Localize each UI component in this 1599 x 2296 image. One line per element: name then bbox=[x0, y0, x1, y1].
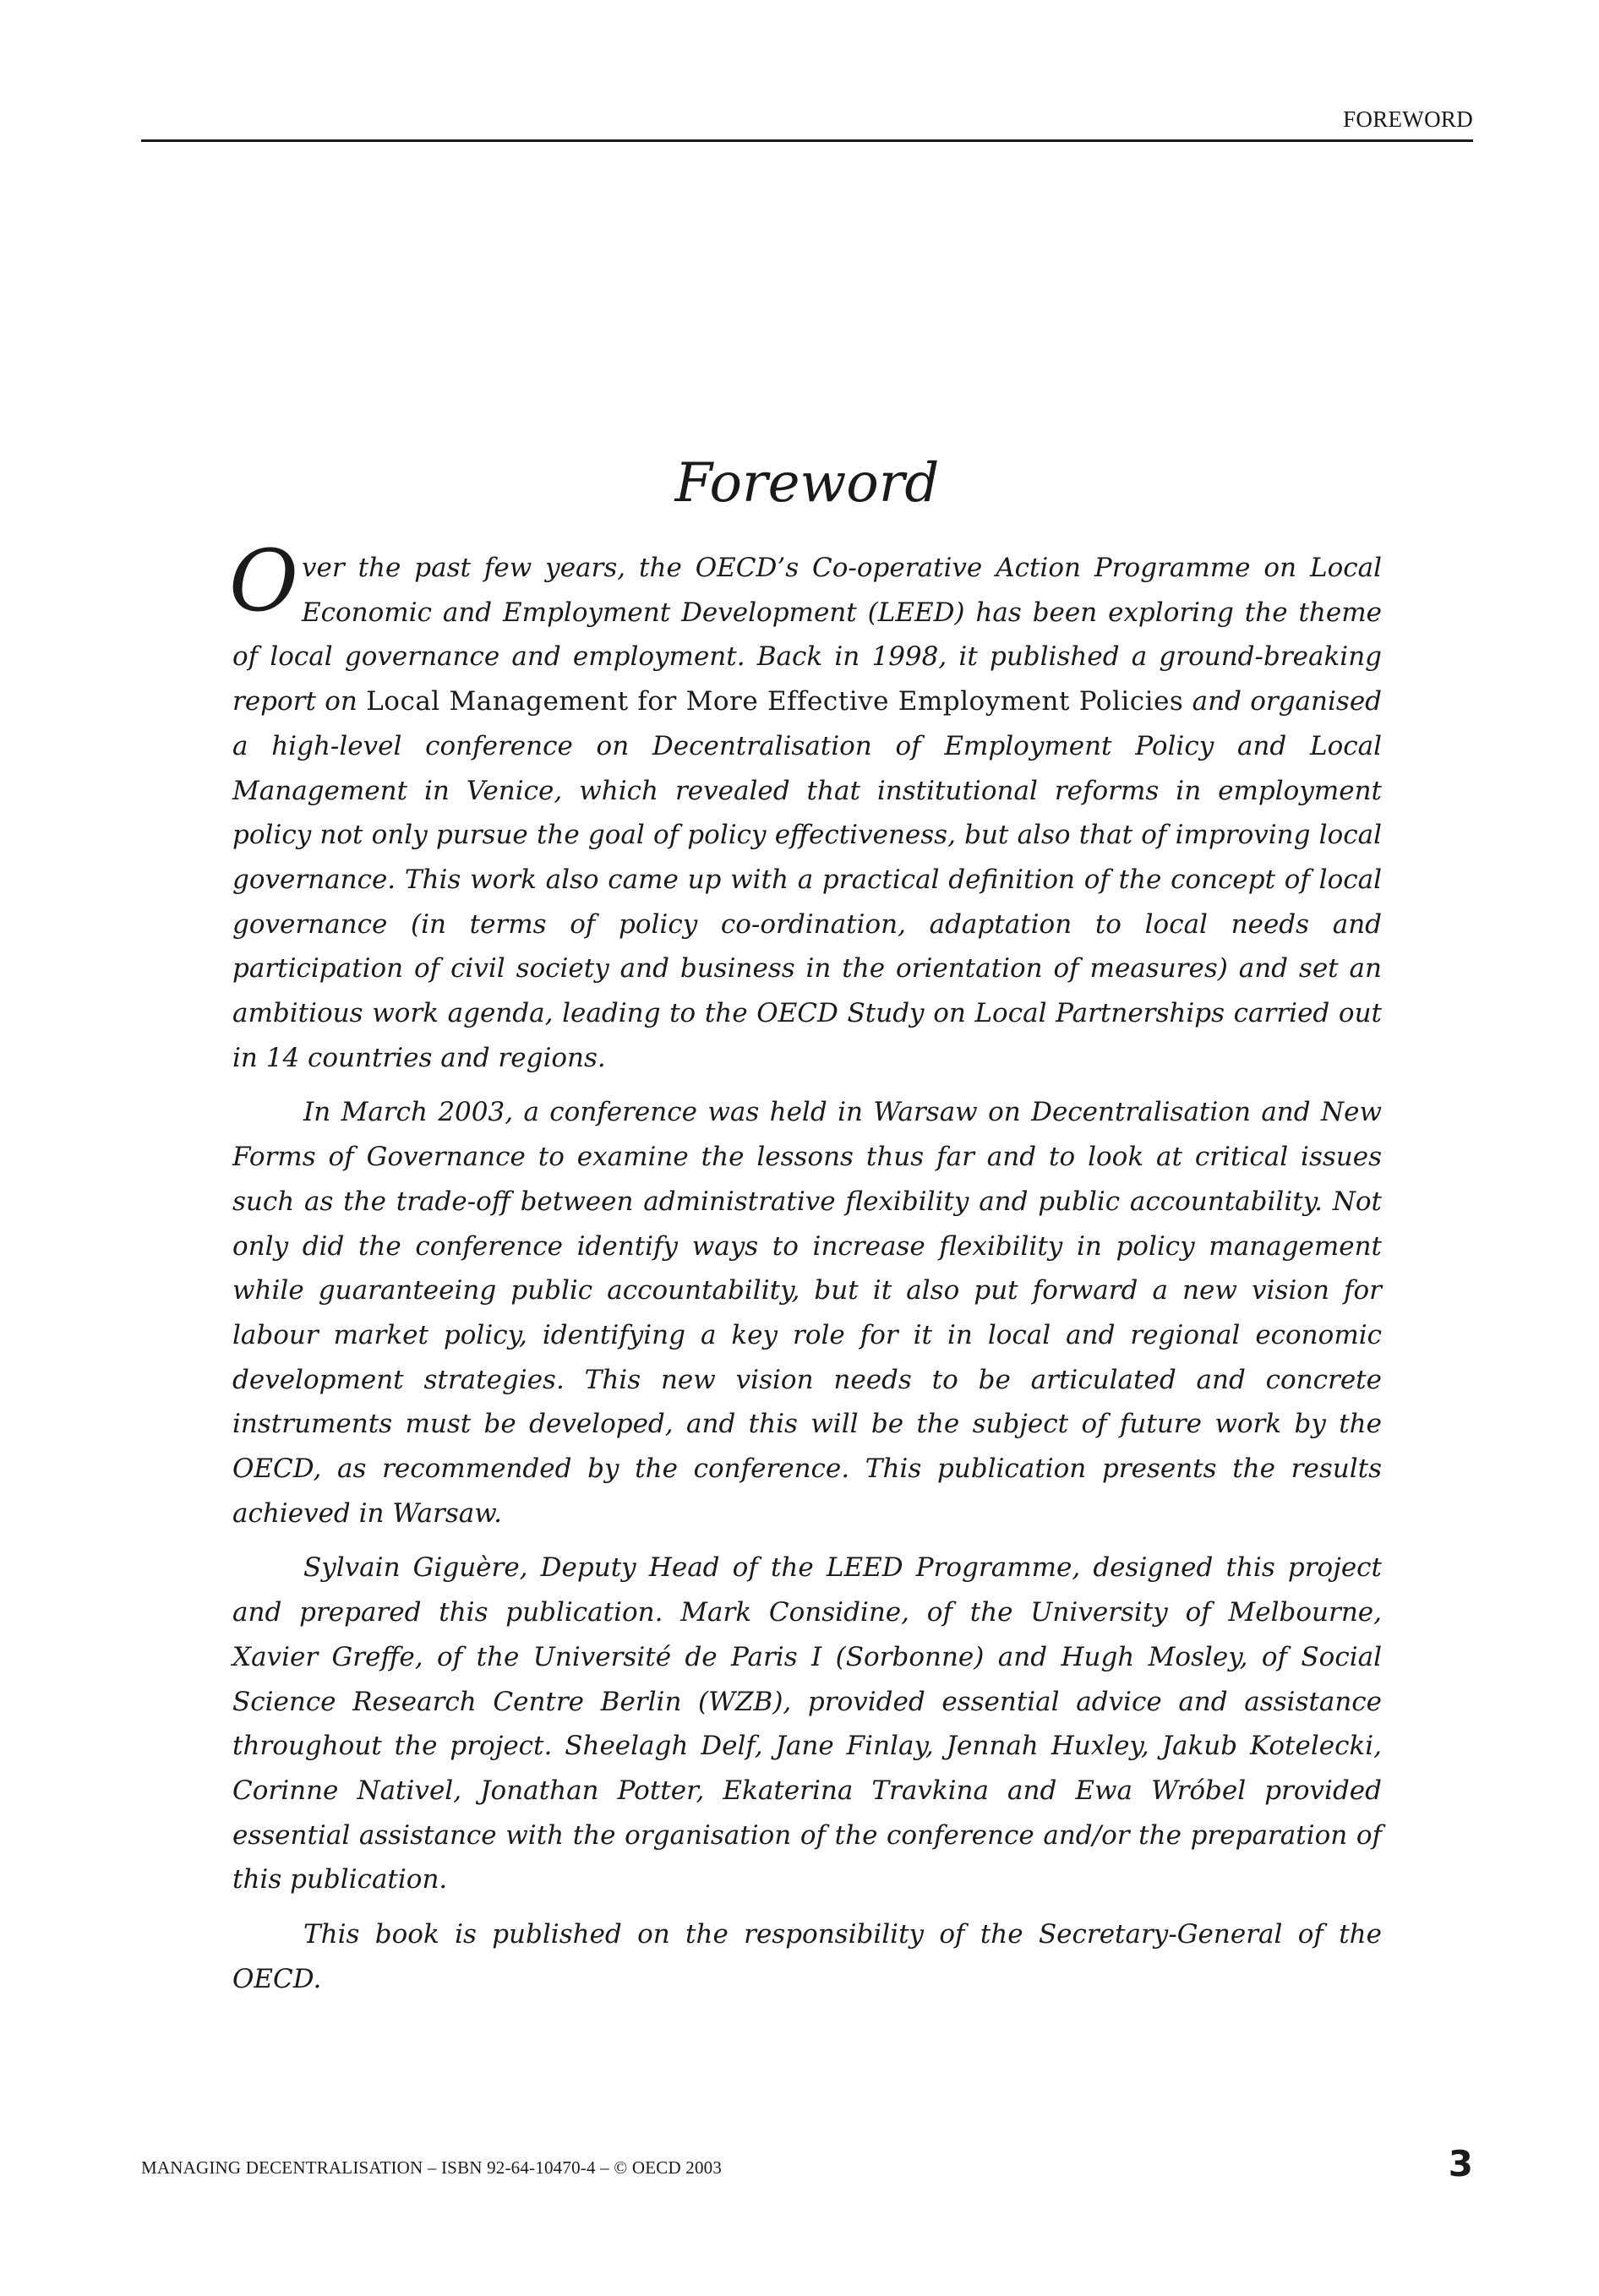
page-number: 3 bbox=[1448, 2143, 1473, 2184]
header-rule bbox=[141, 139, 1473, 142]
paragraph-3: Sylvain Giguère, Deputy Head of the LEED Programme, designed this project and prepared this publication. Mark Considine, of the University of Melbourne, Xavier Greffe, of the Université de Paris I (Sorbonne) and Hugh Mosley, of Social Science Research Centre Berlin (WZB), provided essential advice and assistance throughout the project. Sheelagh Delf, Jane Finlay, Jennah Huxley, Jakub Kotelecki, Corinne Nativel, Jonathan Potter, Ekaterina Travkina and Ewa Wróbel provided essential assistance with the organisation of the conference and/or the preparation of this publication. bbox=[232, 1552, 1382, 1895]
page-title: Foreword bbox=[674, 452, 940, 515]
paragraph-4: This book is published on the responsibility of the Secretary-General of the OECD. bbox=[232, 1919, 1382, 1994]
drop-cap: O bbox=[229, 532, 298, 630]
paragraph-2: In March 2003, a conference was held in Warsaw on Decentralisation and New Forms of Governance to examine the lessons thus far and to look at critical issues such as the trade-off between administrative flexibility and public accountability. Not only did the conference identify ways to increase flexibility in policy management while guaranteeing public accountability, but it also put forward a new vision for labour market policy, identifying a key role for it in local and regional economic development strategies. This new vision needs to be articulated and concrete instruments must be developed, and this will be the subject of future work by the OECD, as recommended by the conference. This publication presents the results achieved in Warsaw. bbox=[232, 1097, 1382, 1529]
footer-citation: MANAGING DECENTRALISATION – ISBN 92-64-10470-4 – © OECD 2003 bbox=[141, 2157, 723, 2178]
paragraph-1-part-2: and organised a high-level conference on Decentralisation of Employment Policy and Local Management in Venice, which revealed that institutional reforms in employment policy not only pursue the goal of policy effectiveness, but also that of improving local governance. This work also came up with a practical definition of the concept of local governance (in terms of policy co-ordination, adaptation to local needs and participation of civil society and business in the orientation of measures) and set an ambitious work agenda, leading to the OECD Study on Local Partnerships carried out in 14 countries and regions. bbox=[232, 686, 1383, 1073]
running-header: FOREWORD bbox=[1343, 106, 1473, 132]
paragraph-1 bbox=[229, 532, 1383, 1080]
body-text bbox=[229, 532, 1383, 2012]
paragraph-1-part-1: ver the past few years, the OECD’s Co-operative Action Programme on Local Economic and Employment Development (LEED) has been exploring the theme of local governance and employment. Back in 1998, it published a ground-breaking report on bbox=[232, 553, 1382, 717]
report-title: Local Management for More Effective Employment Policies bbox=[366, 686, 1184, 717]
